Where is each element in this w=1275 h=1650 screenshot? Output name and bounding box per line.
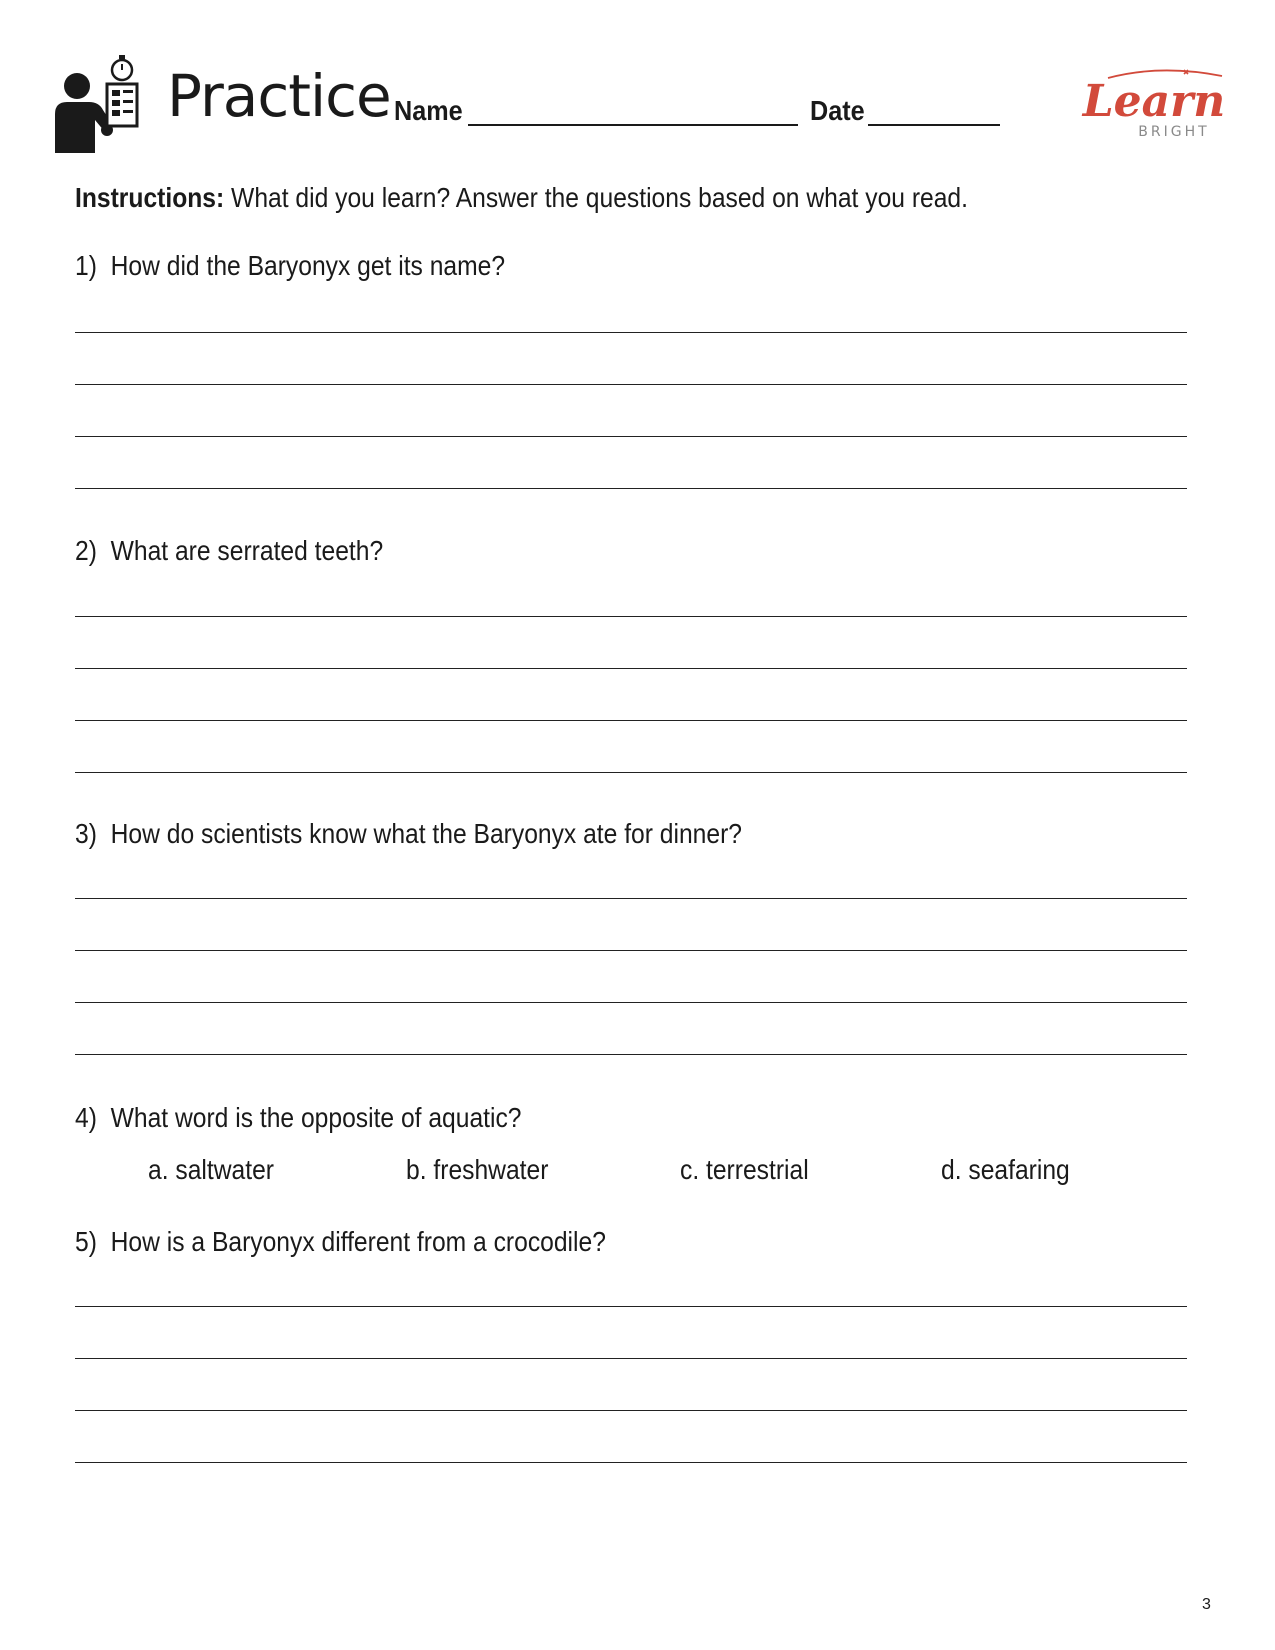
question-number: 4)	[75, 1102, 97, 1133]
page-title: Practice	[167, 62, 391, 130]
instructions-text: What did you learn? Answer the questions based on what you read.	[224, 182, 968, 213]
question-text: What word is the opposite of aquatic?	[110, 1102, 522, 1133]
answer-line[interactable]	[75, 1306, 1187, 1307]
question-1	[75, 250, 505, 282]
answer-line[interactable]	[75, 488, 1187, 489]
question-text: How did the Baryonyx get its name?	[110, 250, 506, 281]
answer-line[interactable]	[75, 1002, 1187, 1003]
question-2	[75, 535, 383, 567]
logo-text-bottom: BRIGHT	[1138, 124, 1210, 140]
question-3	[75, 818, 742, 850]
choice-c[interactable]: c. terrestrial	[680, 1154, 809, 1185]
answer-line[interactable]	[75, 772, 1187, 773]
question-number: 1)	[75, 250, 97, 281]
choice-b[interactable]: b. freshwater	[406, 1154, 549, 1185]
answer-line[interactable]	[75, 332, 1187, 333]
question-text: What are serrated teeth?	[110, 535, 384, 566]
answer-line[interactable]	[75, 1358, 1187, 1359]
logo-text-top: Learn	[1082, 76, 1226, 127]
answer-line[interactable]	[75, 720, 1187, 721]
answer-line[interactable]	[75, 1054, 1187, 1055]
page-number: 3	[1202, 1596, 1211, 1613]
answer-line[interactable]	[75, 668, 1187, 669]
answer-line[interactable]	[75, 616, 1187, 617]
instructions-label: Instructions:	[75, 182, 225, 213]
question-4	[75, 1102, 522, 1134]
question-text: How do scientists know what the Baryonyx ate for dinner?	[110, 818, 742, 849]
date-field[interactable]	[868, 124, 1000, 126]
question-number: 3)	[75, 818, 97, 849]
answer-line[interactable]	[75, 436, 1187, 437]
choice-a[interactable]: a. saltwater	[148, 1154, 274, 1185]
answer-line[interactable]	[75, 384, 1187, 385]
question-number: 2)	[75, 535, 97, 566]
practice-person-icon	[55, 52, 145, 154]
choice-d[interactable]: d. seafaring	[941, 1154, 1070, 1185]
name-field[interactable]	[468, 124, 798, 126]
name-label: Name	[394, 95, 463, 126]
question-5	[75, 1226, 606, 1258]
answer-line[interactable]	[75, 1462, 1187, 1463]
learn-bright-logo	[1080, 62, 1230, 142]
question-number: 5)	[75, 1226, 97, 1257]
instructions	[75, 182, 968, 214]
date-label: Date	[810, 95, 865, 126]
answer-line[interactable]	[75, 1410, 1187, 1411]
answer-line[interactable]	[75, 898, 1187, 899]
question-text: How is a Baryonyx different from a crocodile?	[110, 1226, 606, 1257]
answer-line[interactable]	[75, 950, 1187, 951]
